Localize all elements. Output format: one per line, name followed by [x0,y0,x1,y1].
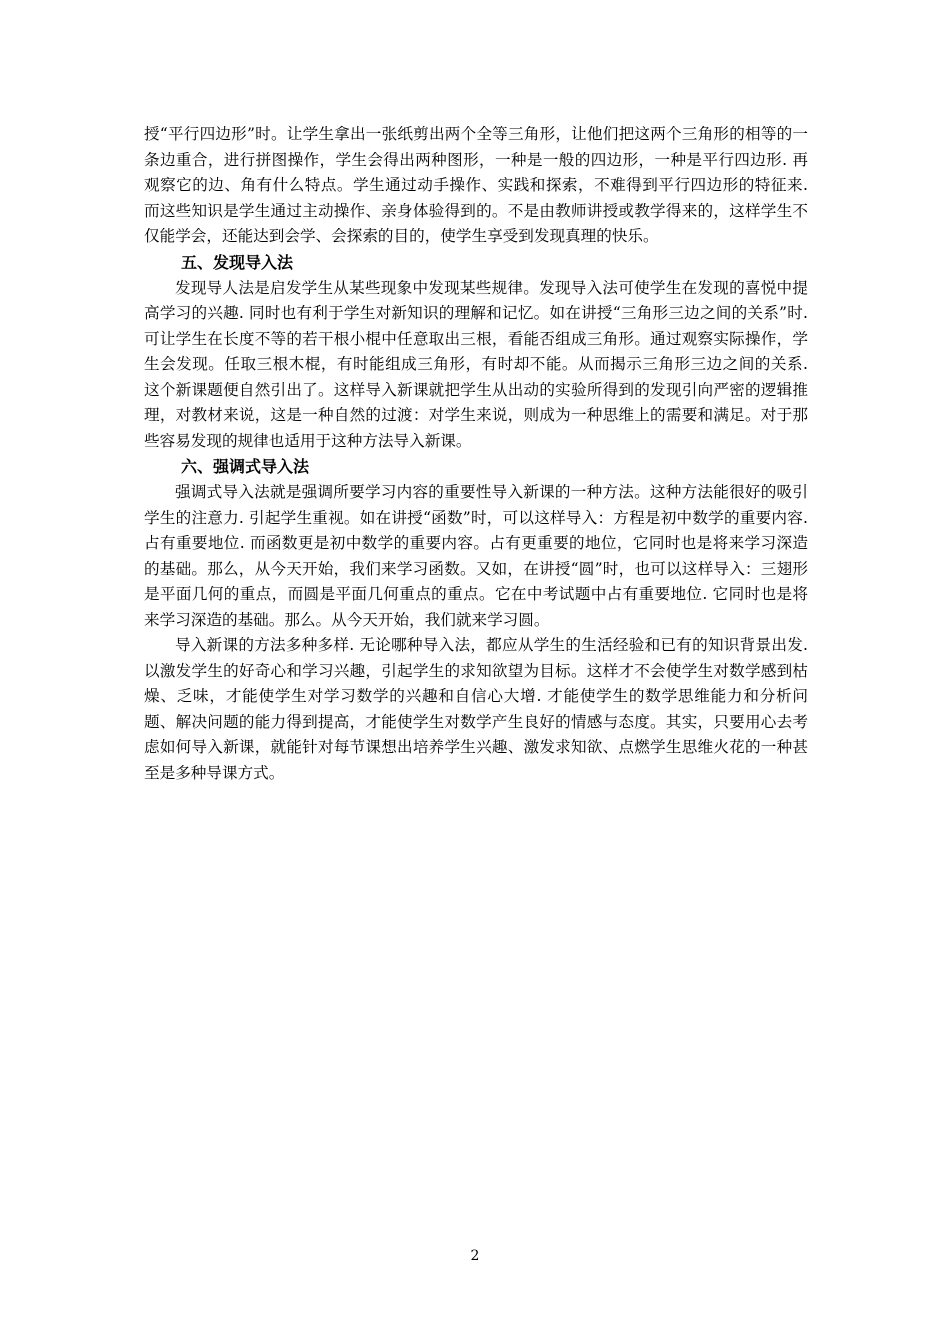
body-paragraph-discovery-method: 发现导人法是启发学生从某些现象中发现某些规律。发现导入法可使学生在发现的喜悦中提高学习的兴趣. 同时也有利于学生对新知识的理解和记忆。如在讲授“三角形三边之间的关系”时. 可让学生在长度不等的若干根小棍中任意取出三根，看能否组成三角形。通过观察实际操作，学生会发现。任取三根木棍，有时能组成三角形，有时却不能。从而揭示三角形三边之间的关系. 这个新课题便自然引出了。这样导入新课就把学生从出动的实验所得到的发现引向严密的逻辑推理，对教材来说，这是一种自然的过渡：对学生来说，则成为一种思维上的需要和满足。对于那些容易发现的规律也适用于这种方法导入新课。 [144,278,808,450]
section-heading-emphasis-method: 六、强调式导入法 [181,457,310,476]
document-body [144,122,808,786]
body-paragraph-conclusion: 导入新课的方法多种多样. 无论哪种导入法，都应从学生的生活经验和已有的知识背景出发. 以激发学生的好奇心和学习兴趣，引起学生的求知欲望为目标。这样才不会使学生对数学感到枯燥、乏味，才能使学生对学习数学的兴趣和自信心大增. 才能使学生的数学思维能力和分析问题、解决问题的能力得到提高，才能使学生对数学产生良好的情感与态度。其实，只要用心去考虑如何导入新课，就能针对每节课想出培养学生兴趣、激发求知欲、点燃学生思维火花的一种甚至是多种导课方式。 [144,636,808,782]
body-paragraph-emphasis-method: 强调式导入法就是强调所要学习内容的重要性导入新课的一种方法。这种方法能很好的吸引学生的注意力. 引起学生重视。如在讲授“函数”时，可以这样导入：方程是初中数学的重要内容. 占有重要地位. 而函数更是初中数学的重要内容。占有更重要的地位，它同时也是将来学习深造的基础。那么，从今天开始，我们来学习函数。又如，在讲授“圆”时，也可以这样导入：三翅形是平面几何的重点，而圆是平面几何重点的重点。它在中考试题中占有重要地位. 它同时也是将来学习深造的基础。那么。从今天开始，我们就来学习圆。 [144,483,808,629]
body-paragraph-continuation: 授“平行四边形”时。让学生拿出一张纸剪出两个全等三角形，让他们把这两个三角形的相等的一条边重合，进行拼图操作，学生会得出两种图形，一种是一般的四边形，一种是平行四边形. 再观察它的边、角有什么特点。学生通过动手操作、实践和探索，不难得到平行四边形的特征来. 而这些知识是学生通过主动操作、亲身体验得到的。不是由教师讲授或教学得来的，这样学生不仅能学会，还能达到会学、会探索的目的，使学生享受到发现真理的快乐。 [144,125,808,245]
page-number: 2 [470,1248,480,1264]
section-heading-discovery-method: 五、发现导入法 [181,252,294,272]
